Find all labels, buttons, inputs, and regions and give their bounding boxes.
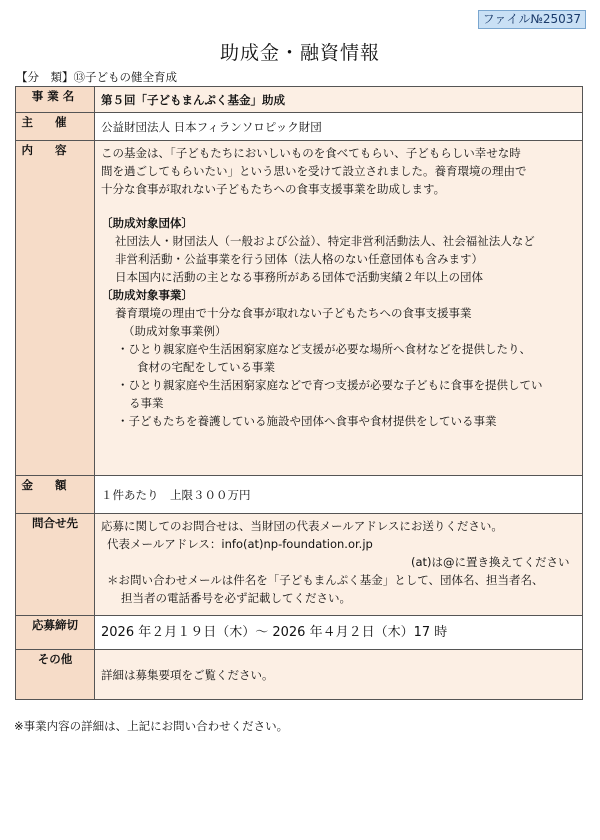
footer-note: ※事業内容の詳細は、上記にお問い合わせください。 [14, 719, 289, 733]
content-intro-2: 間を過ごしてもらいたい」という思いを受けて設立されました。養育環境の理由で [101, 164, 527, 178]
eligible-org-1: 社団法人・財団法人（一般および公益）、特定非営利活動法人、社会福祉法人など [115, 234, 535, 248]
value-other: 詳細は募集要項をご覧ください。 [95, 650, 583, 700]
value-deadline: 2026 年２月１９日（木）～ 2026 年４月２日（木）17 時 [95, 616, 583, 650]
value-project-name: 第５回「子どもまんぷく基金」助成 [95, 87, 583, 113]
category-line: 【分 類】⑬子どもの健全育成 [16, 70, 177, 84]
row-other [16, 650, 583, 700]
label-contact: 問合せ先 [16, 514, 95, 616]
value-contact [95, 514, 583, 616]
example-3: ・子どもたちを養護している施設や団体へ食事や食材提供をしている事業 [117, 414, 497, 428]
label-content: 内容 [16, 141, 95, 476]
value-content [95, 141, 583, 476]
value-amount: １件あたり 上限３００万円 [95, 476, 583, 514]
contact-line-2: 代表メールアドレス：info(at)np-foundation.or.jp [107, 537, 373, 551]
eligible-project-heading: 〔助成対象事業〕 [101, 288, 193, 302]
row-organizer [16, 113, 583, 141]
row-deadline [16, 616, 583, 650]
label-amount: 金額 [16, 476, 95, 514]
file-number-badge: ファイル№25037 [478, 10, 586, 29]
eligible-project-1: 養育環境の理由で十分な食事が取れない子どもたちへの食事支援事業 [115, 306, 472, 320]
eligible-org-heading: 〔助成対象団体〕 [101, 216, 193, 230]
contact-line-1: 応募に関してのお問合せは、当財団の代表メールアドレスにお送りください。 [101, 519, 503, 533]
example-2b: る事業 [129, 396, 164, 410]
row-contact [16, 514, 583, 616]
label-organizer: 主催 [16, 113, 95, 141]
example-1a: ・ひとり親家庭や生活困窮家庭など支援が必要な場所へ食材などを提供したり、 [117, 342, 531, 356]
label-deadline: 応募締切 [16, 616, 95, 650]
example-1b: 食材の宅配をしている事業 [137, 360, 275, 374]
label-project-name: 事業名 [16, 87, 95, 113]
info-table [15, 86, 583, 700]
contact-line-5: 担当者の電話番号を必ず記載してください。 [121, 591, 351, 605]
eligible-org-2: 非営利活動・公益事業を行う団体（法人格のない任意団体も含みます） [115, 252, 483, 266]
content-intro-1: この基金は、「子どもたちにおいしいものを食べてもらい、子どもらしい幸せな時 [101, 146, 521, 160]
row-project-name [16, 87, 583, 113]
label-other: その他 [16, 650, 95, 700]
page-title: 助成金・融資情報 [219, 42, 380, 64]
contact-line-4: ＊お問い合わせメールは件名を「子どもまんぷく基金」として、団体名、担当者名、 [107, 573, 544, 587]
example-2a: ・ひとり親家庭や生活困窮家庭などで育つ支援が必要な子どもに食事を提供してい [117, 378, 543, 392]
contact-line-3: (at)は@に置き換えてください [411, 555, 570, 569]
row-amount [16, 476, 583, 514]
row-content [16, 141, 583, 476]
value-organizer: 公益財団法人 日本フィランソロピック財団 [95, 113, 583, 141]
eligible-org-3: 日本国内に活動の主となる事務所がある団体で活動実績２年以上の団体 [115, 270, 483, 284]
examples-heading: （助成対象事業例） [123, 324, 227, 338]
content-intro-3: 十分な食事が取れない子どもたちへの食事支援事業を助成します。 [101, 182, 446, 196]
